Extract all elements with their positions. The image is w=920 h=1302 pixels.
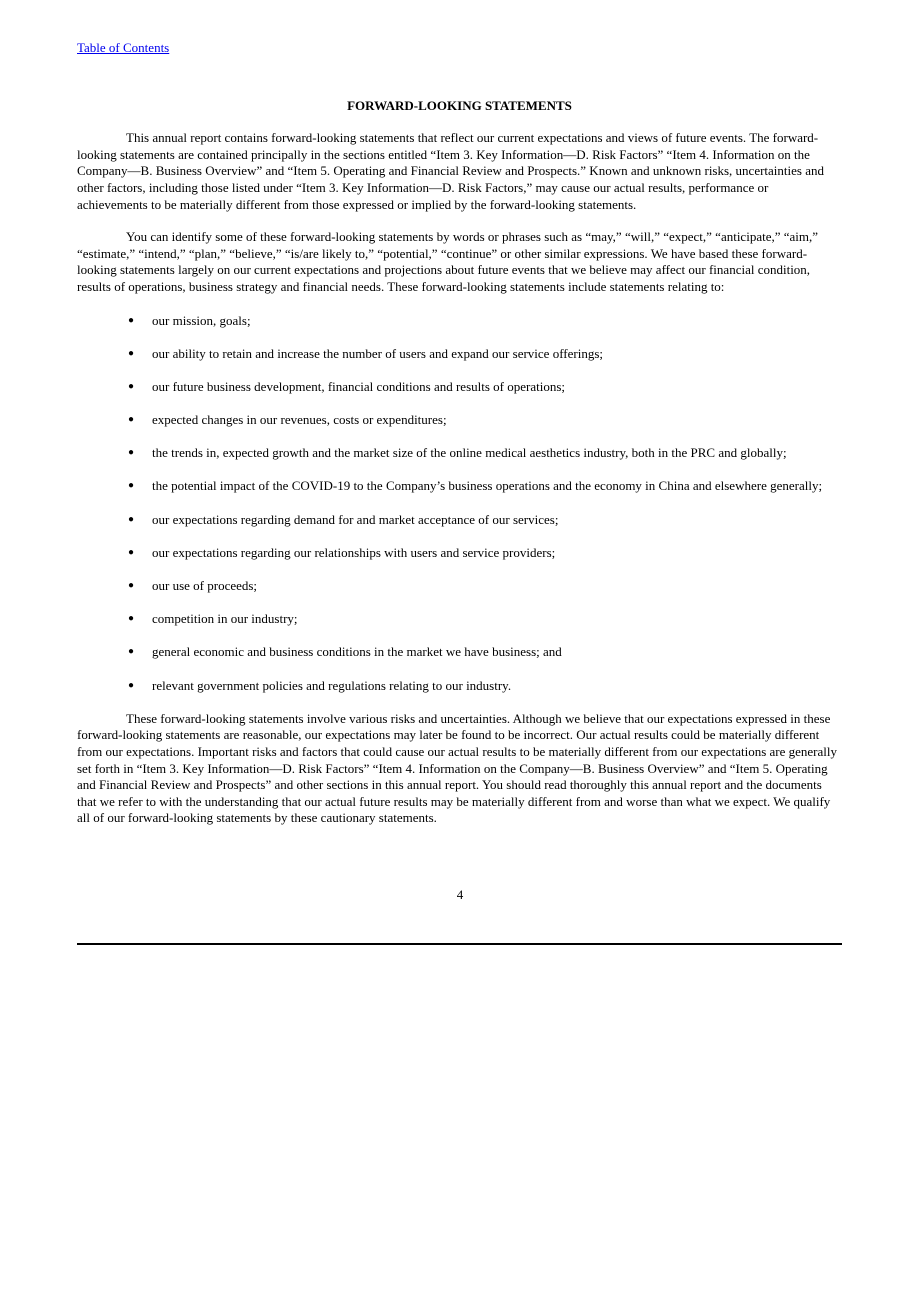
list-item (77, 445, 842, 462)
list-item-text: our future business development, financial conditions and results of operations; (152, 378, 566, 394)
cautionary-paragraph: These forward-looking statements involve various risks and uncertainties. Although we believe that our expectations expressed in these forward-looking statements are reasonable, our expectations may later be found to be incorrect. Our actual results could be materially different from our expectations. Important risks and factors that could cause our actual results to be materially different from our expectations are generally set forth in “Item 3. Key Information—D. Risk Factors” “Item 4. Information on the Company—B. Business Overview” and “Item 5. Operating and Financial Review and Prospects” and other sections in this annual report. You should read thoroughly this annual report and the documents that we refer to with the understanding that our actual future results may be materially different from and worse than what we expect. We qualify all of our forward-looking statements by these cautionary statements. (77, 710, 837, 826)
list-item (77, 678, 842, 695)
list-item (77, 346, 842, 363)
list-item (77, 578, 842, 595)
list-item-text: our use of proceeds; (152, 578, 258, 594)
list-item (77, 512, 842, 529)
bullet-icon: ● (128, 513, 135, 525)
document-page (77, 40, 842, 827)
list-item-text: the trends in, expected growth and the market size of the online medical aesthetics industry, both in the PRC and globally; (152, 445, 787, 461)
list-item-text: our expectations regarding our relationships with users and service providers; (152, 544, 556, 560)
bullet-icon: ● (128, 414, 135, 426)
list-item (77, 313, 842, 330)
list-item-text: our mission, goals; (152, 312, 251, 328)
list-item (77, 379, 842, 396)
bullet-icon: ● (128, 380, 135, 392)
table-of-contents-link[interactable]: Table of Contents (77, 40, 170, 55)
bullet-icon: ● (128, 679, 135, 691)
bullet-icon: ● (128, 546, 135, 558)
list-item (77, 412, 842, 429)
identification-paragraph: You can identify some of these forward-looking statements by words or phrases such as “may,” “will,” “expect,” “anticipate,” “aim,” “estimate,” “intend,” “plan,” “believe,” “is/are likely to,” “potential,” “continue” or other similar expressions. We have based these forward-looking statements largely on our current expectations and projections about future events that we believe may affect our financial condition, results of operations, business strategy and financial needs. These forward-looking statements include statements relating to: (77, 229, 819, 294)
bullet-icon: ● (128, 447, 135, 459)
section-title: FORWARD-LOOKING STATEMENTS (347, 97, 572, 113)
list-item (77, 611, 842, 628)
bullet-icon: ● (128, 480, 135, 492)
bullet-icon: ● (128, 646, 135, 658)
intro-paragraph: This annual report contains forward-looking statements that reflect our current expectations and views of future events. The forward-looking statements are contained principally in the sections entitled “Item 3. Key Information—D. Risk Factors” “Item 4. Information on the Company—B. Business Overview” and “Item 5. Operating and Financial Review and Prospects.” Known and unknown risks, uncertainties and other factors, including those listed under “Item 3. Key Information—D. Risk Factors,” may cause our actual results, performance or achievements to be materially different from those expressed or implied by the forward-looking statements. (77, 130, 824, 212)
list-item-text: general economic and business conditions in the market we have business; and (152, 644, 562, 660)
list-item-text: competition in our industry; (152, 611, 298, 627)
list-item (77, 644, 842, 661)
list-item-text: our ability to retain and increase the number of users and expand our service offerings; (152, 345, 603, 361)
list-item (77, 545, 842, 562)
list-item-text: relevant government policies and regulations relating to our industry. (152, 677, 512, 693)
list-item (77, 478, 842, 495)
bullet-icon: ● (128, 314, 135, 326)
list-item-text: our expectations regarding demand for and market acceptance of our services; (152, 511, 559, 527)
bullet-icon: ● (128, 347, 135, 359)
list-item-text: the potential impact of the COVID-19 to the Company’s business operations and the economy in China and elsewhere generally; (152, 478, 823, 494)
forward-looking-topics-list (77, 313, 842, 695)
page-number: 4 (456, 887, 464, 902)
list-item-text: expected changes in our revenues, costs or expenditures; (152, 412, 447, 428)
page-divider (77, 943, 842, 945)
bullet-icon: ● (128, 580, 135, 592)
bullet-icon: ● (128, 613, 135, 625)
